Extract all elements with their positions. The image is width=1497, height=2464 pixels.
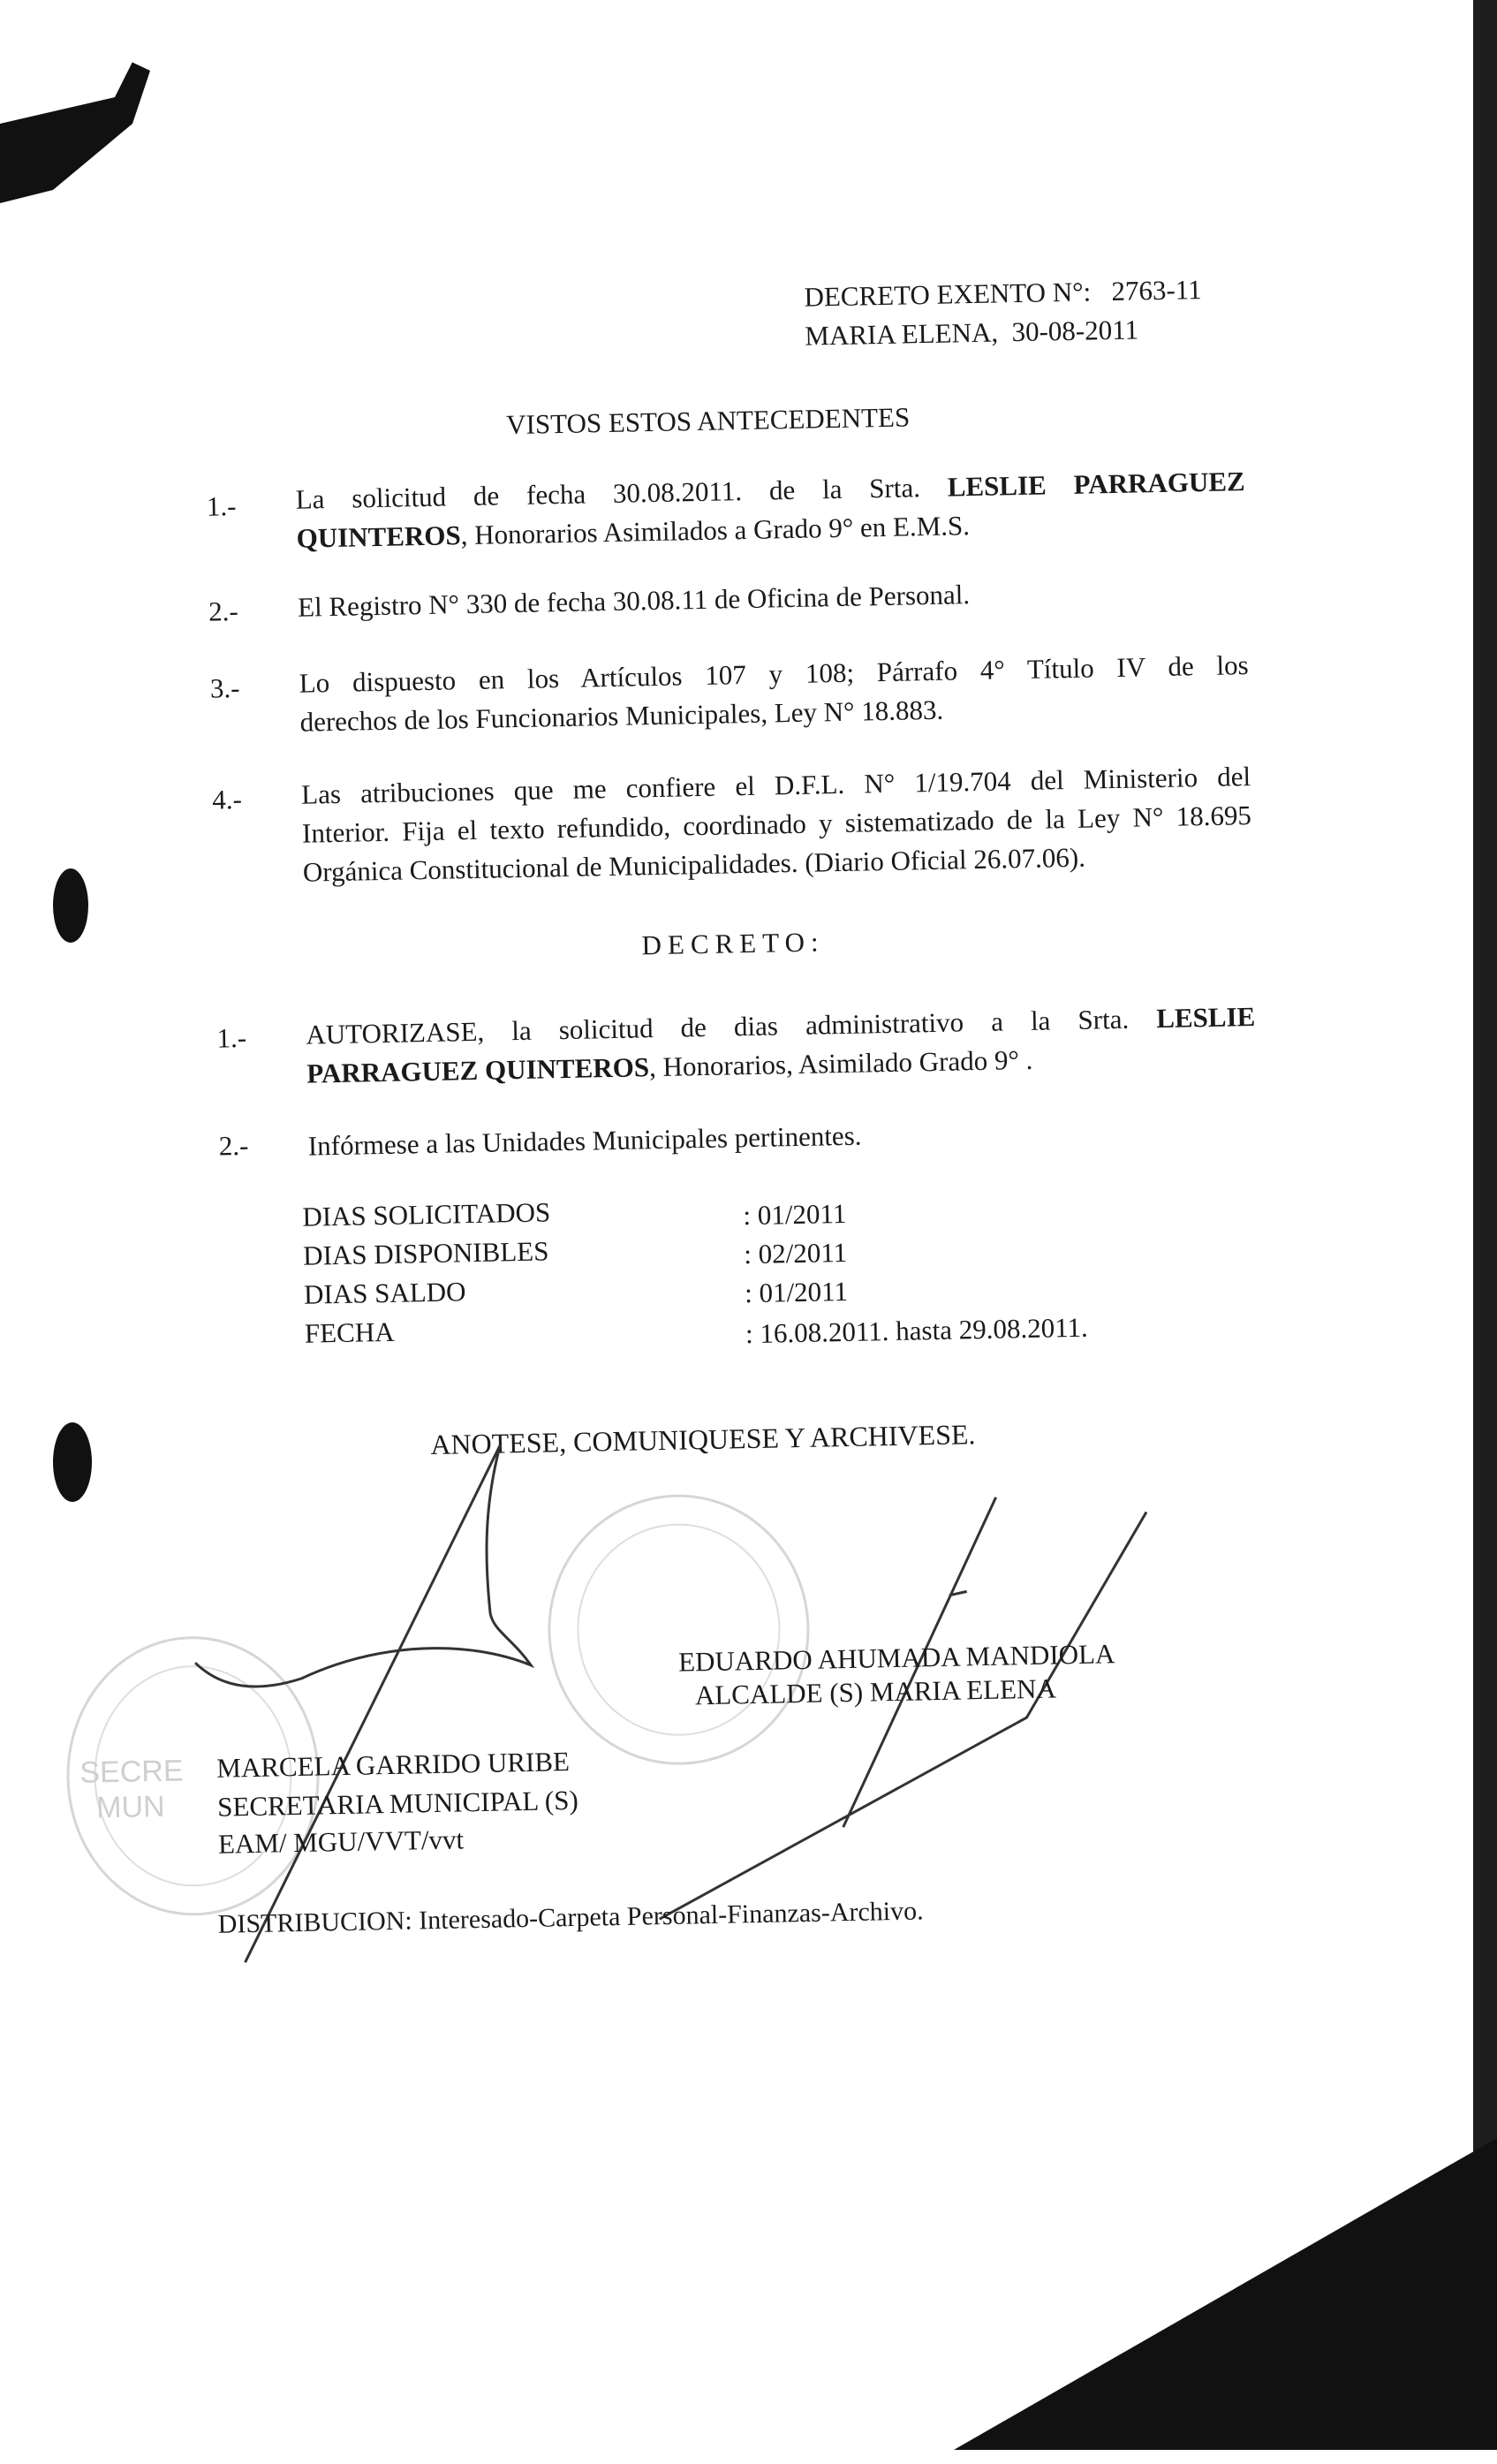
secretary-name: MARCELA GARRIDO URIBE: [216, 1746, 571, 1784]
closing-formula: ANOTESE, COMUNIQUESE Y ARCHIVESE.: [430, 1418, 976, 1461]
mayor-name: EDUARDO AHUMADA MANDIOLA: [677, 1638, 1115, 1678]
decreto-item-number: 1.-: [216, 1021, 247, 1054]
days-label: FECHA: [304, 1315, 395, 1349]
vistos-item-number: 4.-: [211, 783, 243, 815]
vistos-item-2-line-1: El Registro N° 330 de fecha 30.08.11 de Oficina de Personal.: [297, 579, 971, 623]
vistos-item-4-line-1: Las atribuciones que me confiere el D.F.L. N° 1/19.704 del Ministerio del: [300, 761, 1251, 810]
days-label: DIAS SOLICITADOS: [302, 1196, 551, 1232]
place-label: MARIA ELENA,: [805, 316, 999, 352]
reference-initials: EAM/ MGU/VVT/vvt: [217, 1823, 465, 1860]
decreto-item-number: 2.-: [218, 1129, 249, 1162]
secretary-signature: [191, 1444, 536, 1963]
vistos-item-number: 1.-: [206, 490, 237, 522]
vistos-item-1-line-1: La solicitud de fecha 30.08.2011. de la Srta. LESLIE PARRAGUEZ: [295, 466, 1245, 515]
vistos-item-4-line-3: Orgánica Constitucional de Municipalidades. (Diario Oficial 26.07.06).: [302, 841, 1086, 888]
secretary-title: SECRETARIA MUNICIPAL (S): [216, 1784, 579, 1823]
decree-number: 2763-11: [1111, 274, 1202, 307]
secretary-stamp: SECRE MUN: [64, 1634, 322, 1918]
days-label: DIAS DISPONIBLES: [302, 1235, 549, 1271]
vistos-item-3-line-1: Lo dispuesto en los Artículos 107 y 108; Párrafo 4° Título IV de los: [299, 649, 1249, 699]
days-value: : 01/2011: [744, 1275, 849, 1309]
days-value: : 02/2011: [743, 1236, 848, 1270]
decreto-title: DECRETO:: [641, 926, 825, 961]
vistos-item-number: 2.-: [208, 595, 239, 627]
days-label: DIAS SALDO: [303, 1276, 466, 1310]
days-value: : 16.08.2011. hasta 29.08.2011.: [745, 1311, 1089, 1350]
vistos-title: VISTOS ESTOS ANTECEDENTES: [505, 401, 911, 441]
distribution-list: DISTRIBUCION: Interesado-Carpeta Personal-Finanzas-Archivo.: [217, 1896, 924, 1939]
vistos-item-3-line-2: derechos de los Funcionarios Municipales, Ley N° 18.883.: [299, 694, 944, 738]
decree-date: 30-08-2011: [1011, 314, 1139, 348]
vistos-item-number: 3.-: [209, 672, 240, 704]
mayor-title: ALCALDE (S) MARIA ELENA: [694, 1672, 1057, 1711]
vistos-item-4-line-2: Interior. Fija el texto refundido, coordinado y sistematizado de la Ley N° 18.695: [301, 800, 1252, 849]
decreto-item-2-line-1: Infórmese a las Unidades Municipales pertinentes.: [307, 1119, 862, 1162]
decree-label: DECRETO EXENTO N°:: [804, 276, 1092, 313]
days-value: : 01/2011: [743, 1197, 847, 1232]
vistos-item-1-line-2: QUINTEROS, Honorarios Asimilados a Grado 9° en E.M.S.: [296, 510, 971, 554]
decreto-item-1-line-2: PARRAGUEZ QUINTEROS, Honorarios, Asimilado Grado 9° .: [306, 1043, 1033, 1089]
decreto-item-1-line-1: AUTORIZASE, la solicitud de dias administrativo a la Srta. LESLIE: [306, 1001, 1256, 1050]
